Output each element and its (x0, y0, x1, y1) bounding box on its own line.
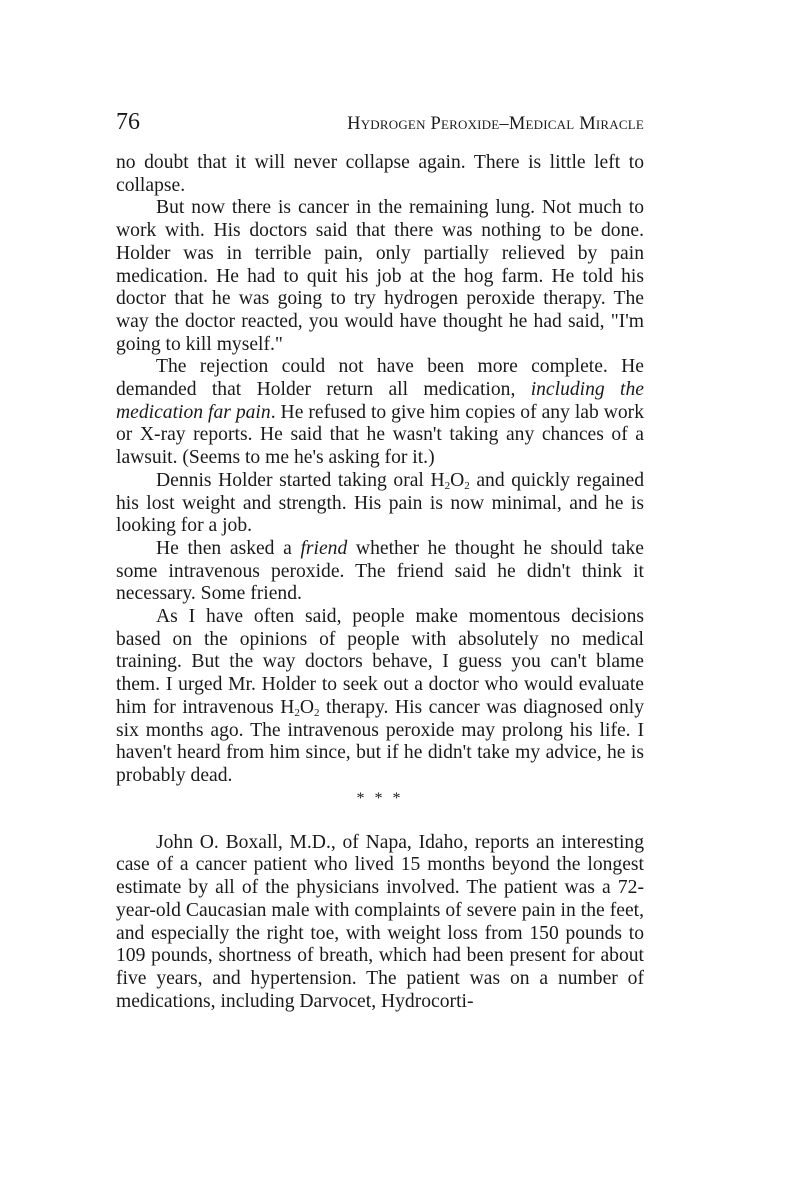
paragraph-1: no doubt that it will never collapse again. There is little left to collapse. (116, 152, 644, 196)
paragraph-2: But now there is cancer in the remaining lung. Not much to work with. His doctors said that there was nothing to be done. Holder was in terrible pain, only partially relieved by pain medication. He had to quit his job at the hog farm. He told his doctor that he was going to try hydrogen peroxide therapy. The way the doctor reacted, you would have thought he had said, "I'm going to kill myself." (116, 197, 644, 355)
book-page (116, 104, 644, 1013)
paragraph-5 (116, 538, 644, 606)
paragraph-3 (116, 356, 644, 470)
paragraph-4-text-end: and quickly regained his lost weight and strength. His pain is now minimal, and he is looking for a job. (116, 469, 644, 537)
page-number: 76 (116, 109, 140, 135)
formula-o: O (450, 469, 465, 491)
paragraph-7: John O. Boxall, M.D., of Napa, Idaho, reports an interesting case of a cancer patient who lived 15 months beyond the longest estimate by all of the physicians involved. The patient was a 72-year-old Caucasian male with complaints of severe pain in the feet, and especially the right toe, with weight loss from 150 pounds to 109 pounds, shortness of breath, which had been present for about five years, and hypertension. The patient was on a number of medications, including Darvocet, Hydrocorti- (116, 831, 644, 1012)
paragraph-6-text-end: therapy. His cancer was diagnosed only six months ago. The intravenous peroxide may prolong his life. I haven't heard from him since, but if he didn't take my advice, he is probably dead. (116, 696, 644, 786)
running-title: Hydrogen Peroxide–Medical Miracle (347, 114, 644, 134)
paragraph-6 (116, 606, 644, 788)
subscript-2: 2 (444, 479, 451, 492)
paragraph-4-text-start: Dennis Holder started taking oral H (156, 469, 445, 491)
subscript-2: 2 (294, 706, 300, 719)
paragraph-3-emphasis: including the medication far pain (116, 379, 644, 423)
paragraph-5-text-end: whether he thought he should take some intravenous peroxide. The friend said he didn't think it necessary. Some friend. (116, 537, 644, 605)
paragraph-3-text-start: The rejection could not have been more complete. He demanded that Holder return all medication, (116, 356, 644, 401)
paragraph-5-emphasis: friend (300, 537, 348, 559)
paragraph-6-text-start: As I have often said, people make momentous decisions based on the opinions of people with absolutely no medical training. But the way doctors behave, I guess you can't blame them. I urged Mr. Holder to seek out a doctor who would evaluate him for intravenous H (116, 606, 644, 718)
running-head (116, 104, 644, 144)
formula-o: O (299, 696, 315, 718)
paragraph-5-text-start: He then asked a (156, 537, 301, 559)
paragraph-4 (116, 470, 644, 538)
subscript-2: 2 (314, 706, 320, 719)
subscript-2: 2 (464, 479, 470, 492)
section-separator: * * * (356, 789, 404, 807)
paragraph-3-text-end: . He refused to give him copies of any lab work or X-ray reports. He said that he wasn't taking any chances of a lawsuit. (Seems to me he's asking for it.) (116, 401, 644, 469)
